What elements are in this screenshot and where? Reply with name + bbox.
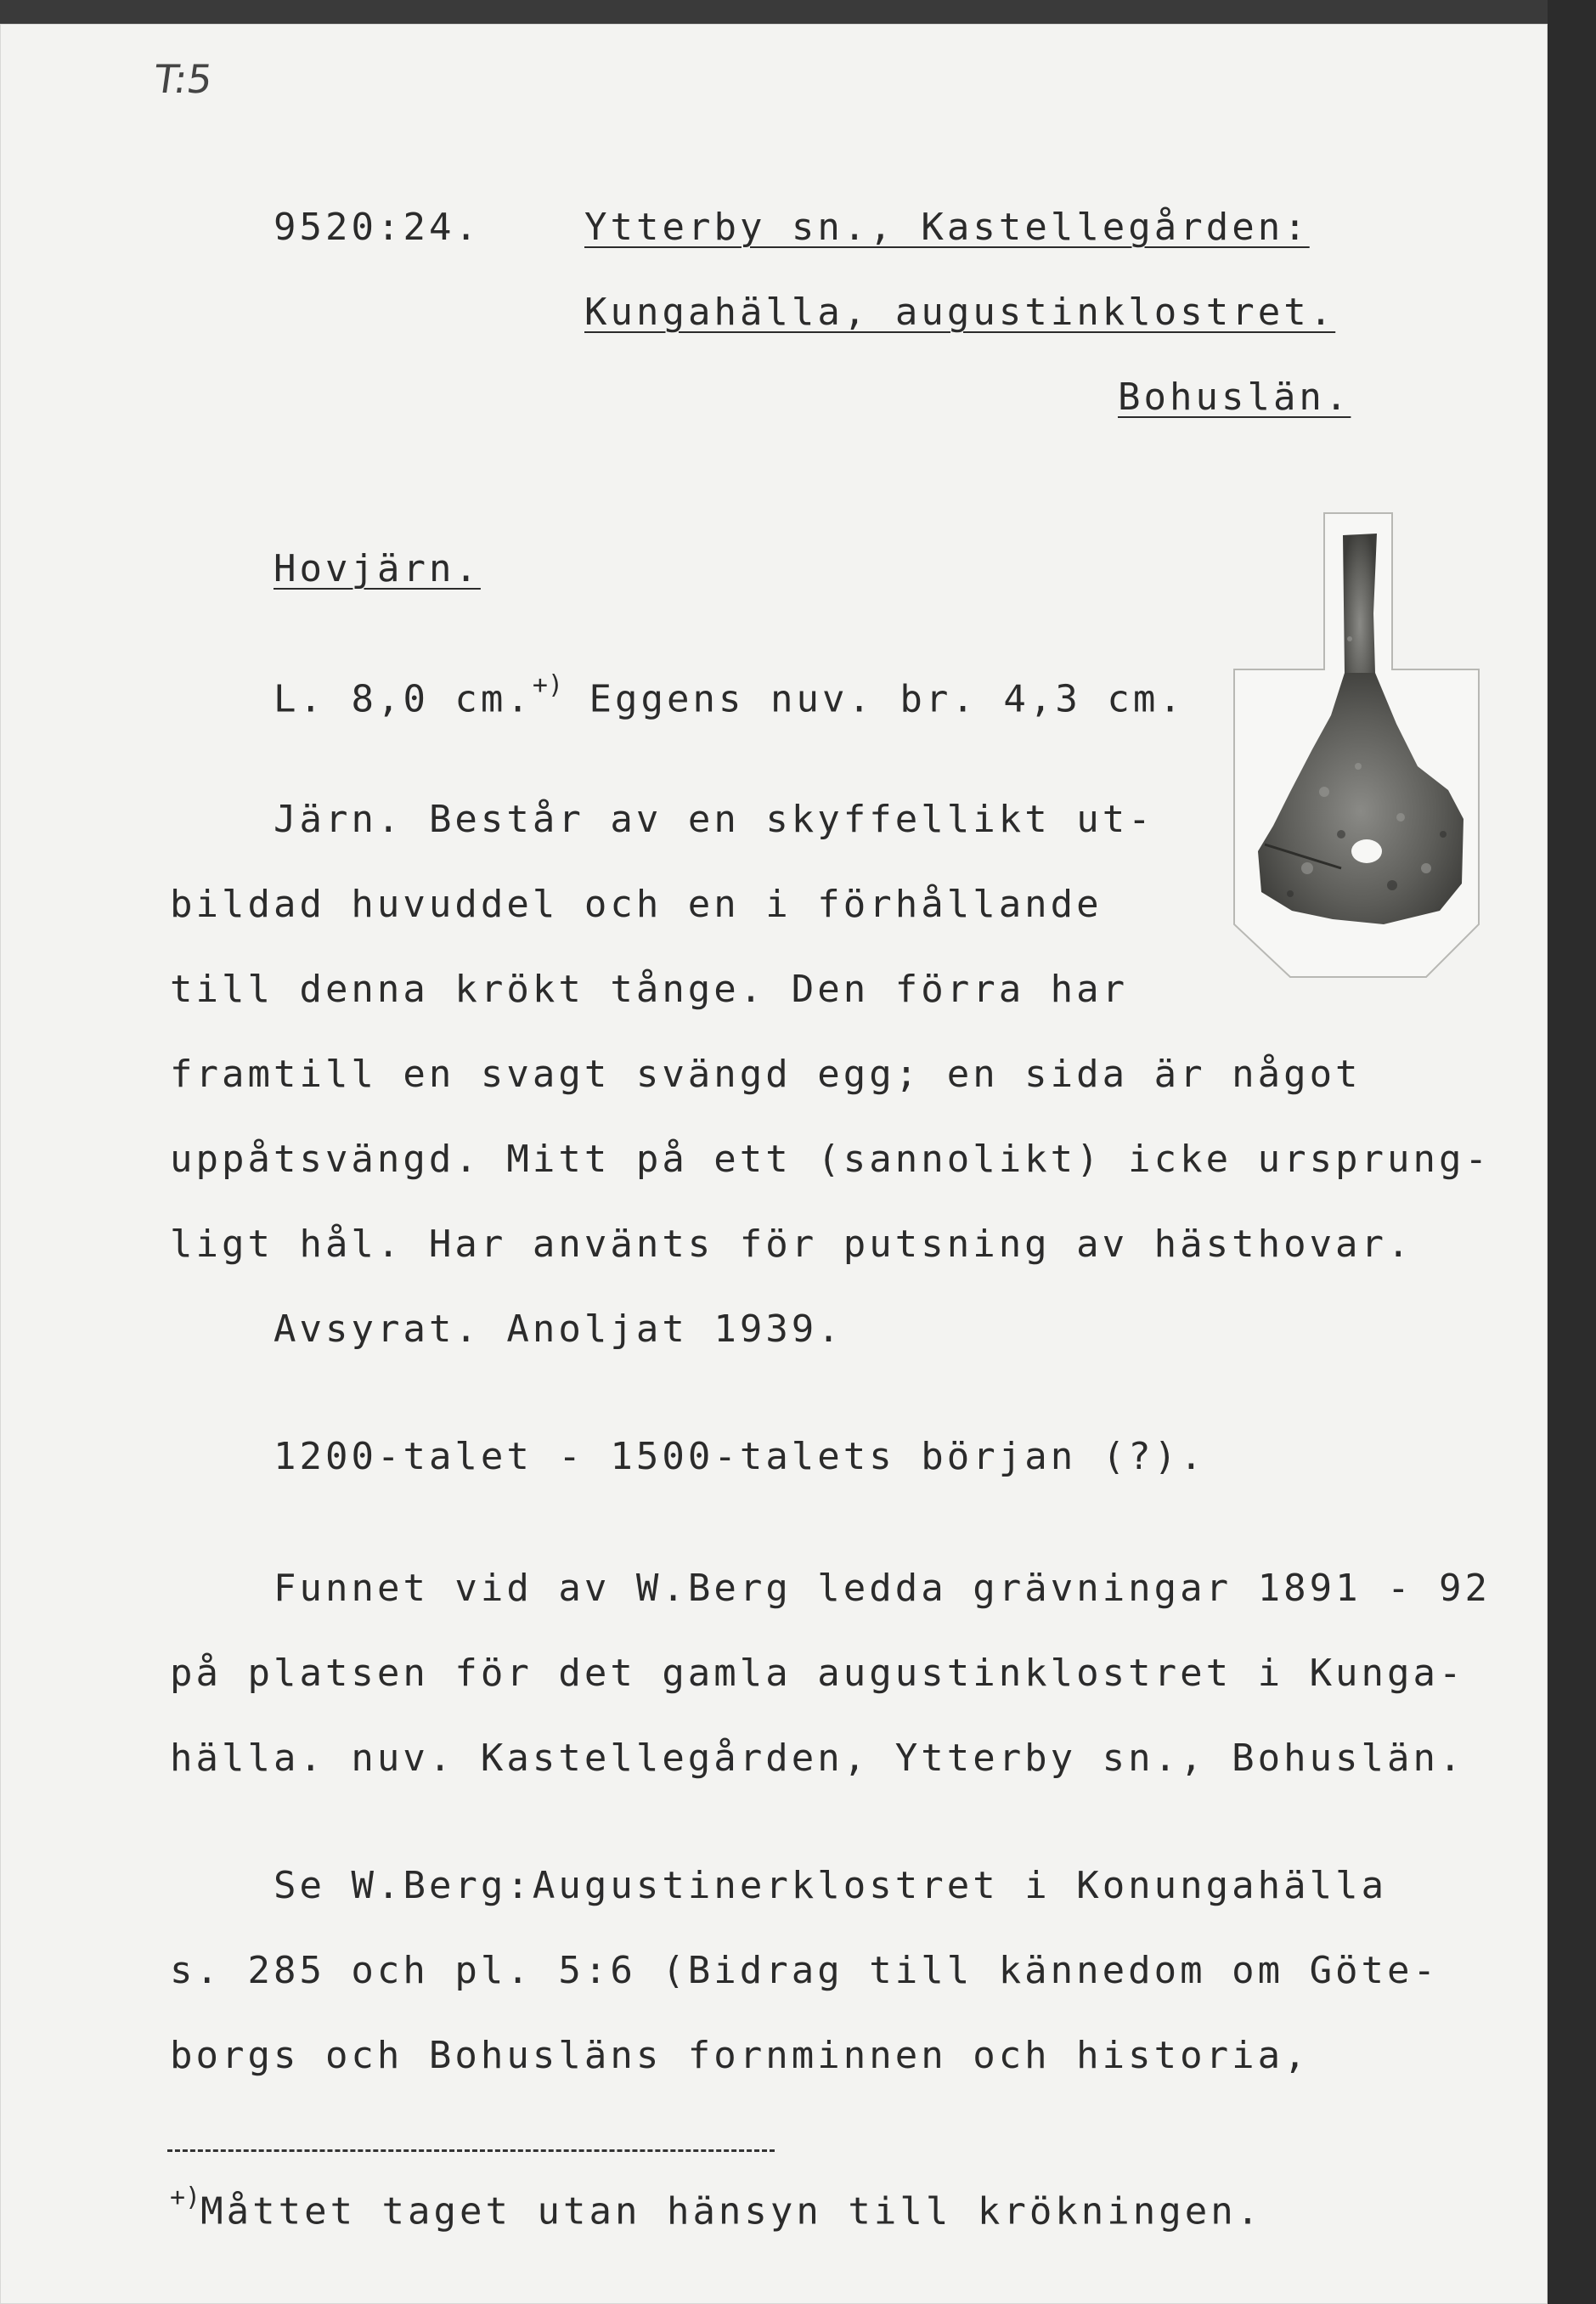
description-line: Järn. Består av en skyffellikt ut-	[274, 798, 1154, 841]
dating: 1200-talet - 1500-talets början (?).	[274, 1435, 1206, 1478]
reference-line: s. 285 och pl. 5:6 (Bidrag till kännedom om Göte-	[170, 1949, 1440, 1992]
location-line-2: Kungahälla, augustinklostret.	[584, 291, 1336, 334]
description-line: bildad huvuddel och en i förhållande	[170, 883, 1103, 926]
conservation-note: Avsyrat. Anoljat 1939.	[274, 1307, 843, 1351]
reference-line: borgs och Bohusläns fornminnen och historia,	[170, 2034, 1310, 2077]
scan-border-right	[1548, 0, 1596, 2304]
artifact-photo	[1231, 511, 1482, 979]
measure-line	[274, 670, 1185, 721]
edge-width-value: Eggens nuv. br. 4,3 cm.	[589, 677, 1185, 721]
object-name: Hovjärn.	[274, 547, 481, 590]
location-line-1: Ytterby sn., Kastellegården:	[584, 206, 1310, 249]
find-line: Funnet vid av W.Berg ledda grävningar 1891 - 92	[274, 1567, 1492, 1610]
reference-line: Se W.Berg:Augustinerklostret i Konungahälla	[274, 1864, 1388, 1907]
footnote-mark: +)	[532, 670, 564, 700]
footnote	[170, 2183, 1263, 2233]
corner-mark: T:5	[151, 56, 216, 102]
description-line: till denna krökt tånge. Den förra har	[170, 968, 1129, 1011]
footnote-mark: +)	[170, 2183, 201, 2212]
find-line: hälla. nuv. Kastellegården, Ytterby sn., Bohuslän.	[170, 1736, 1465, 1780]
province: Bohuslän.	[1118, 376, 1351, 419]
description-line: ligt hål. Har använts för putsning av hästhovar.	[170, 1223, 1413, 1266]
length-value: L. 8,0 cm.	[274, 677, 533, 721]
catalog-card	[0, 24, 1548, 2304]
footnote-divider	[167, 2149, 775, 2152]
footnote-text: Måttet taget utan hänsyn till krökningen.	[200, 2189, 1263, 2233]
scan-border-top	[0, 0, 1596, 24]
catalog-number: 9520:24.	[274, 206, 481, 249]
find-line: på platsen för det gamla augustinklostret i Kunga-	[170, 1652, 1465, 1695]
description-line: framtill en svagt svängd egg; en sida är något	[170, 1053, 1362, 1096]
description-line: uppåtsvängd. Mitt på ett (sannolikt) icke ursprung-	[170, 1138, 1492, 1181]
